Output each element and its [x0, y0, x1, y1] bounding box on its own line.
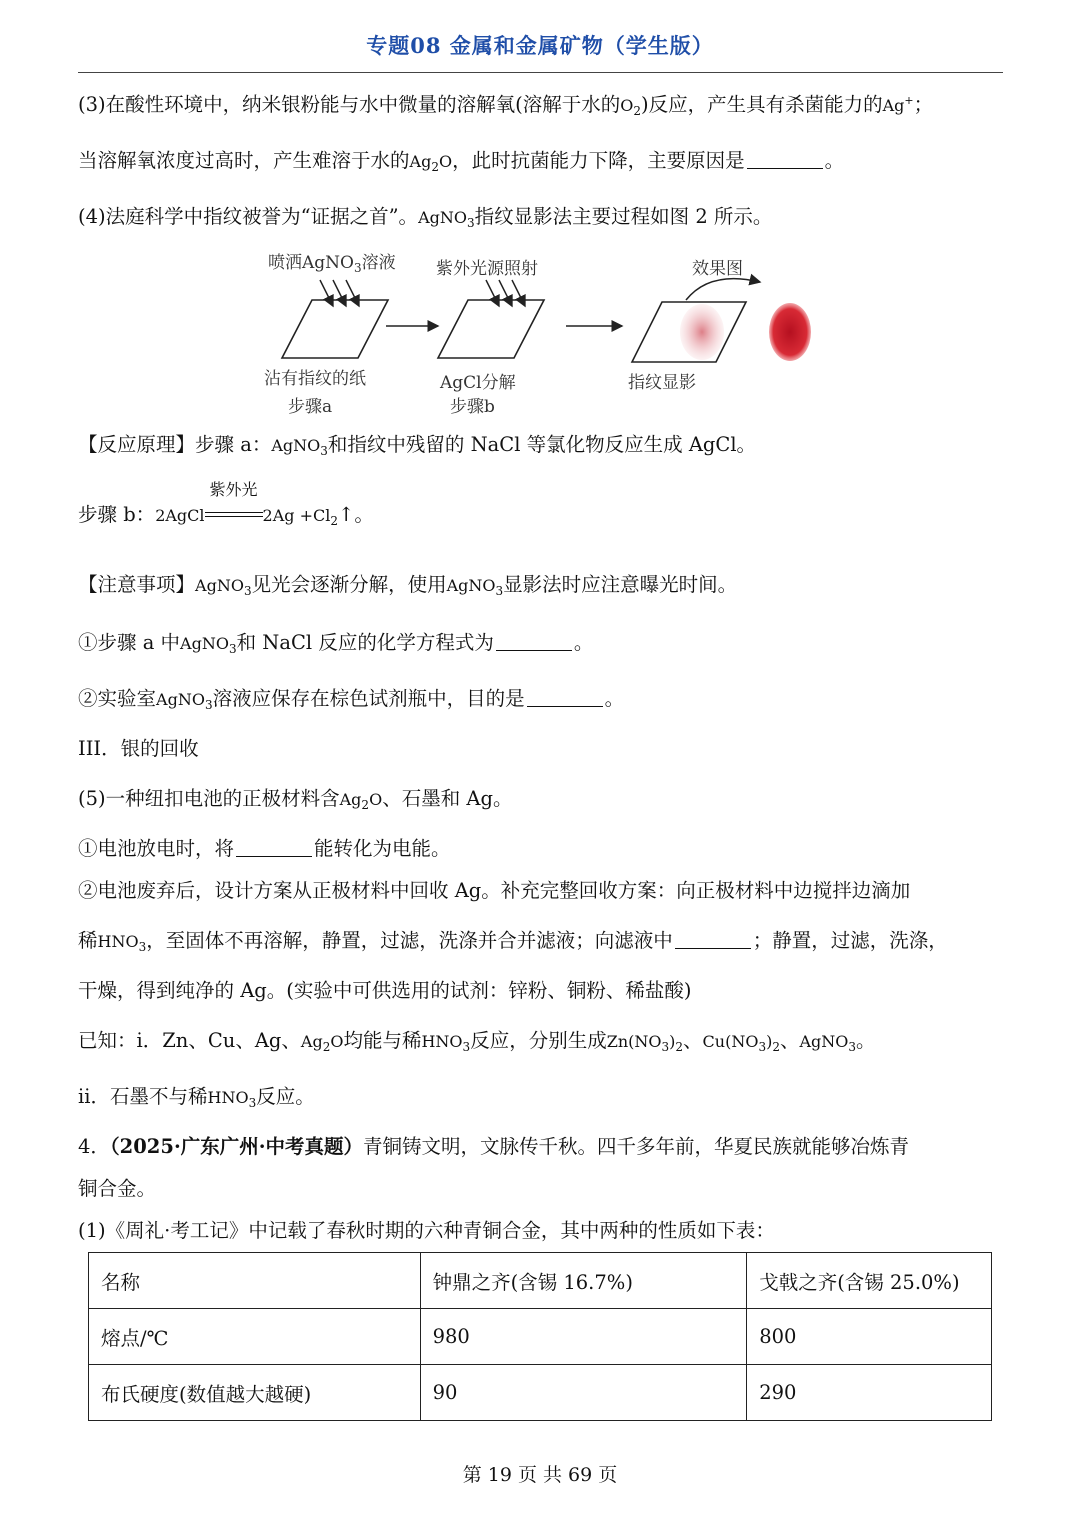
- label-spray: 喷洒AgNO$_3$溶液: [268, 253, 396, 275]
- fingerprint-process-figure: [240, 240, 840, 420]
- table-cell: 90: [420, 1365, 747, 1421]
- page-footer: 第 19 页 共 69 页: [462, 1464, 618, 1486]
- condition-equals: 紫外光: [205, 502, 263, 527]
- table-header-cell: 钟鼎之齐(含锡 16.7%): [420, 1253, 747, 1309]
- answer-blank[interactable]: [675, 930, 751, 949]
- table-header-row: [89, 1253, 992, 1309]
- label-uv: 紫外光源照射: [436, 259, 538, 279]
- developed-fingerprint: [769, 303, 811, 361]
- table-cell: 290: [747, 1365, 992, 1421]
- question-5-part-2-line-2: 稀$HNO_3$，至固体不再溶解，静置，过滤，洗涤并合并滤液；向滤液中 ；静置，过滤，洗涤，: [78, 929, 948, 954]
- question-4-header: 4．（2025·广东广州·中考真题）青铜铸文明，文脉传千秋。四千多年前，华夏民族就能够冶炼青: [78, 1135, 910, 1158]
- sub-question-2: ②实验室AgNO$_3$溶液应保存在棕色试剂瓶中，目的是 。: [78, 687, 625, 712]
- label-effect: 效果图: [692, 259, 743, 279]
- question-4-intro: (4)法庭科学中指纹被誉为“证据之首”。AgNO$_3$指纹显影法主要过程如图 2 所示。: [78, 205, 773, 230]
- question-4-part-1: (1)《周礼·考工记》中记载了春秋时期的六种青铜合金，其中两种的性质如下表：: [78, 1219, 775, 1242]
- step-b-equation: 步骤 b：2AgCl 紫外光 $2Ag +Cl_2↑$。: [78, 480, 374, 528]
- question-5-part-2-line-3: 干燥，得到纯净的 Ag。(实验中可供选用的试剂：锌粉、铜粉、稀盐酸): [78, 979, 692, 1002]
- question-3-line-2: 当溶解氧浓度过高时，产生难溶于水的$Ag_2O$，此时抗菌能力下降，主要原因是 。: [78, 149, 845, 174]
- question-5-part-1: ①电池放电时，将 能转化为电能。: [78, 837, 451, 860]
- label-step-b: 步骤b: [450, 397, 495, 417]
- paper-shape-b: [438, 300, 544, 358]
- table-cell: 980: [420, 1309, 747, 1365]
- label-step-a: 步骤a: [288, 397, 333, 417]
- paper-shape-a: [282, 300, 388, 358]
- page-header-title: 专题08 金属和金属矿物（学生版）: [366, 33, 714, 58]
- label-agcl: AgCl分解: [440, 373, 516, 393]
- table-row: [89, 1309, 992, 1365]
- answer-blank[interactable]: [496, 632, 572, 651]
- table-cell: 布氏硬度(数值越大越硬): [89, 1365, 421, 1421]
- question-3-line-1: (3)在酸性环境中，纳米银粉能与水中微量的溶解氧(溶解于水的$O_2$)反应，产生具有杀菌能力的Ag+；: [78, 93, 934, 118]
- table-cell: 800: [747, 1309, 992, 1365]
- answer-blank[interactable]: [527, 688, 603, 707]
- label-develop: 指纹显影: [628, 373, 696, 393]
- answer-blank[interactable]: [747, 150, 823, 169]
- known-info-i: 已知：i．Zn、Cu、Ag、$Ag_2O$均能与稀$HNO_3$反应，分别生成$Zn(NO_3)_2$、$Cu(NO_3)_2$、AgNO$_3$。: [78, 1029, 876, 1054]
- known-info-ii: ii．石墨不与稀$HNO_3$反应。: [78, 1085, 315, 1110]
- header-divider: [78, 72, 1003, 73]
- question-5-intro: (5)一种纽扣电池的正极材料含$Ag_2O$、石墨和 Ag。: [78, 787, 513, 812]
- label-paper: 沾有指纹的纸: [264, 369, 366, 389]
- table-row: [89, 1365, 992, 1421]
- table-header-cell: 名称: [89, 1253, 421, 1309]
- table-header-cell: 戈戟之齐(含锡 25.0%): [747, 1253, 992, 1309]
- question-5-part-2-line-1: ②电池废弃后，设计方案从正极材料中回收 Ag。补充完整回收方案：向正极材料中边搅拌边滴加: [78, 879, 911, 902]
- answer-blank[interactable]: [236, 838, 312, 857]
- bronze-alloy-table: [88, 1252, 992, 1421]
- sub-question-1: ①步骤 a 中AgNO$_3$和 NaCl 反应的化学方程式为 。: [78, 631, 594, 656]
- reaction-principle: 【反应原理】步骤 a：AgNO$_3$和指纹中残留的 NaCl 等氯化物反应生成 AgCl。: [78, 433, 757, 458]
- question-4-header-cont: 铜合金。: [78, 1177, 157, 1200]
- section-silver-recovery: III．银的回收: [78, 737, 199, 760]
- precautions: 【注意事项】AgNO$_3$见光会逐渐分解，使用AgNO$_3$显影法时应注意曝光时间。: [78, 573, 738, 598]
- faint-fingerprint: [680, 304, 724, 360]
- table-cell: 熔点/℃: [89, 1309, 421, 1365]
